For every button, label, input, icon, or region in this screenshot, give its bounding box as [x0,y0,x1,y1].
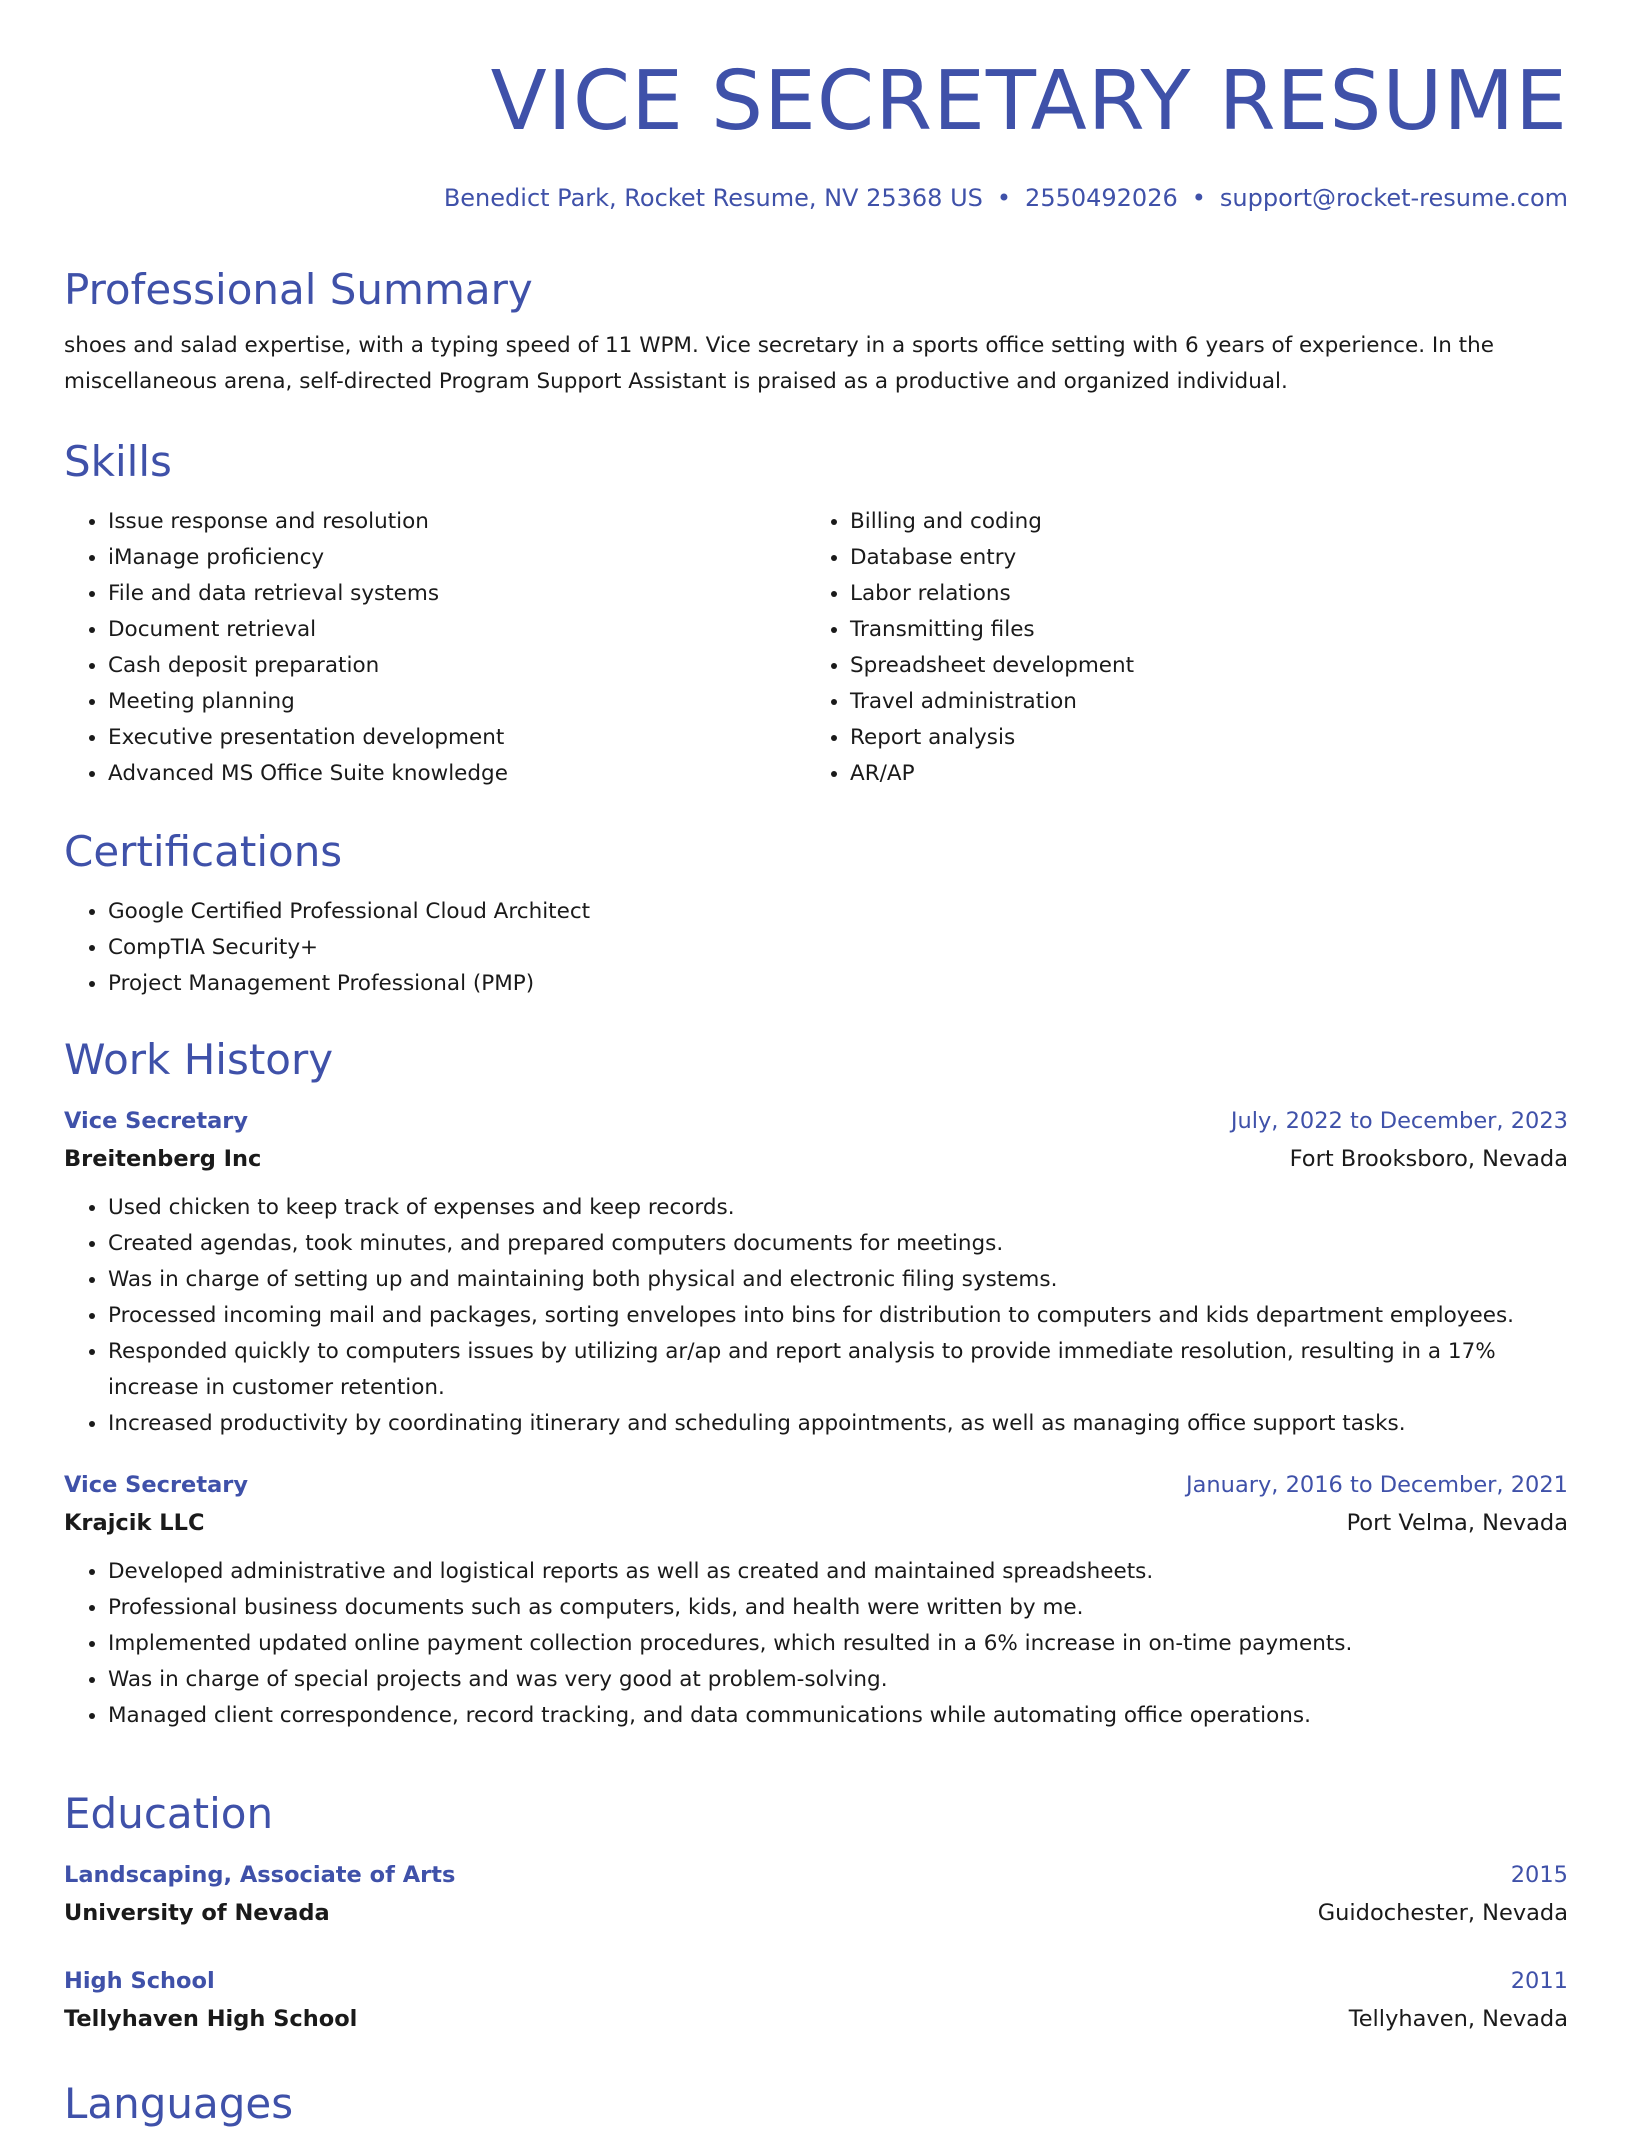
contact-address: Benedict Park, Rocket Resume, NV 25368 US [443,184,983,212]
job-duties-list [64,1554,1568,1734]
education-entry-title-row [64,1856,1568,1894]
school-name: Tellyhaven High School [64,2006,358,2032]
summary-text: shoes and salad expertise, with a typing speed of 11 WPM. Vice secretary in a sports office setting with 6 years of experience. In the miscellaneous arena, self-directed Program Support Assistant is praised as a productive and organized individual. [64,333,1494,394]
skill-item: • Report analysis [850,720,1548,756]
education-entry-school-row [64,1894,1568,1932]
school-location: Tellyhaven, Nevada [1348,2006,1568,2032]
graduation-year: 2015 [1510,1862,1568,1888]
skills-list-left [64,504,806,792]
skill-item: • Spreadsheet development [850,648,1548,684]
contact-separator: • [1191,184,1206,212]
graduation-year: 2011 [1510,1968,1568,1994]
work-entry-company-row [64,1140,1568,1178]
degree-name: High School [64,1968,215,1994]
work-entry [64,1102,1568,1442]
job-title: Vice Secretary [64,1472,249,1498]
skills-column-right [806,504,1548,792]
job-duty-item: • Increased productivity by coordinating itinerary and scheduling appointments, as well as managing office support tasks. [108,1406,1568,1442]
education-entry [64,1962,1568,2038]
contact-separator: • [996,184,1012,212]
job-title: Vice Secretary [64,1108,249,1134]
skill-item: • Advanced MS Office Suite knowledge [108,756,806,792]
resume-title: VICE SECRETARY RESUME [490,54,1568,149]
skill-item: • File and data retrieval systems [108,576,806,612]
certification-item: • Project Management Professional (PMP) [108,966,1568,1002]
skill-item: • Meeting planning [108,684,806,720]
skills-columns [64,504,1568,792]
skill-item: • Document retrieval [108,612,806,648]
degree-name: Landscaping, Associate of Arts [64,1862,456,1888]
job-duty-item: • Developed administrative and logistical reports as well as created and maintained spreadsheets. [108,1554,1568,1590]
skill-item: • iManage proficiency [108,540,806,576]
skills-section [64,436,1568,792]
job-location: Port Velma, Nevada [1346,1510,1568,1536]
languages-section [64,2078,1568,2130]
skill-item: • AR/AP [850,756,1548,792]
contact-email[interactable]: support@rocket-resume.com [1219,184,1568,212]
company-name: Breitenberg Inc [64,1146,262,1172]
job-duty-item: • Responded quickly to computers issues by utilizing ar/ap and report analysis to provide immediate resolution, resulting in a 17% increase in customer retention. [108,1334,1568,1406]
section-heading-work-history: Work History [64,1035,334,1084]
professional-summary-section [64,264,1568,400]
education-section [64,1788,1568,2038]
job-duty-item: • Professional business documents such as computers, kids, and health were written by me. [108,1590,1568,1626]
work-entry-title-row [64,1466,1568,1504]
certification-item: • Google Certified Professional Cloud Architect [108,894,1568,930]
education-entry-title-row [64,1962,1568,2000]
job-duty-item: • Created agendas, took minutes, and prepared computers documents for meetings. [108,1226,1568,1262]
section-heading-summary: Professional Summary [64,265,533,314]
section-heading-education: Education [64,1789,274,1838]
certification-item: • CompTIA Security+ [108,930,1568,966]
skill-item: • Database entry [850,540,1548,576]
skill-item: • Issue response and resolution [108,504,806,540]
job-location: Fort Brooksboro, Nevada [1289,1146,1568,1172]
skill-item: • Labor relations [850,576,1548,612]
education-entry-school-row [64,2000,1568,2038]
contact-line [64,182,1568,214]
job-duty-item: • Implemented updated online payment collection procedures, which resulted in a 6% increase in on-time payments. [108,1626,1568,1662]
work-entry-company-row [64,1504,1568,1542]
job-duty-item: • Was in charge of special projects and was very good at problem-solving. [108,1662,1568,1698]
work-entry-title-row [64,1102,1568,1140]
work-history-section [64,1034,1568,1734]
section-heading-languages: Languages [64,2079,294,2128]
skill-item: • Transmitting files [850,612,1548,648]
resume-header [64,0,1568,214]
school-name: University of Nevada [64,1900,330,1926]
education-entry [64,1856,1568,1932]
skills-column-left [64,504,806,792]
contact-phone: 2550492026 [1025,184,1178,212]
job-duty-item: • Processed incoming mail and packages, sorting envelopes into bins for distribution to computers and kids department employees. [108,1298,1568,1334]
work-entry [64,1466,1568,1734]
certifications-list [64,894,1568,1002]
skill-item: • Billing and coding [850,504,1548,540]
job-duty-item: • Managed client correspondence, record tracking, and data communications while automating office operations. [108,1698,1568,1734]
resume-page [64,0,1568,2128]
section-heading-skills: Skills [64,437,172,486]
certifications-section [64,826,1568,1002]
skill-item: • Travel administration [850,684,1548,720]
skill-item: • Executive presentation development [108,720,806,756]
job-duty-item: • Used chicken to keep track of expenses and keep records. [108,1190,1568,1226]
section-heading-certifications: Certifications [64,827,343,876]
job-duty-item: • Was in charge of setting up and maintaining both physical and electronic filing systems. [108,1262,1568,1298]
school-location: Guidochester, Nevada [1317,1900,1568,1926]
skills-list-right [806,504,1548,792]
skill-item: • Cash deposit preparation [108,648,806,684]
job-duties-list [64,1190,1568,1442]
job-dates: July, 2022 to December, 2023 [1230,1108,1568,1134]
company-name: Krajcik LLC [64,1510,205,1536]
job-dates: January, 2016 to December, 2021 [1186,1472,1568,1498]
